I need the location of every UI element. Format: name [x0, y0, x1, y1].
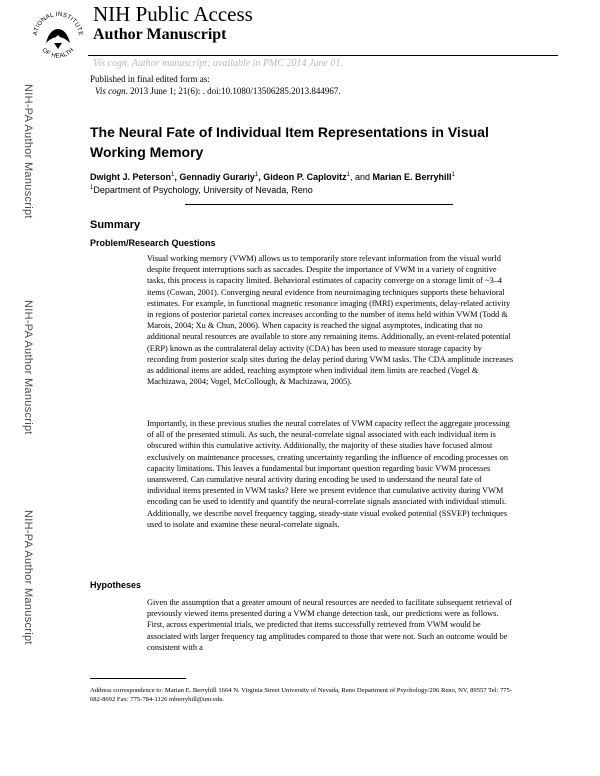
author-affil: 1: [171, 172, 175, 178]
author-affil: 1: [254, 172, 259, 178]
problem-heading: Problem/Research Questions: [90, 238, 216, 248]
author-manuscript-label: Author Manuscript: [93, 26, 227, 43]
author-name: Gennadiy Gurariy: [179, 172, 255, 182]
side-label-top: NIH-PA Author Manuscript: [22, 84, 34, 219]
citation: [95, 86, 341, 96]
citation-details: . 2013 June 1; 21(6): . doi:10.1080/13506285.2013.844967.: [125, 86, 341, 96]
eagle-icon: [46, 29, 70, 49]
paragraph-1: Visual working memory (VWM) allows us to temporarily store relevant information from the visual world despite frequent interruptions such as saccades. Despite the importance of VWM in a variety of cognitive tasks, this process is capacity limited. Behavioral estimates of capacity converge on a storage limit of ~3–4 items (Cowan, 2001). Converging neural evidence from neuroimaging techniques supports these behavioral estimates. For example, in functional magnetic resonance imaging (fMRI) experiments, delay-related activity in regions of posterior parietal cortex increases according to the number of items held within VWM (Todd & Marois, 2004; Xu & Chun, 2006). When capacity is reached the signal asymptotes, indicating that no additional neural resources are available to store any remaining items. Additionally, an event-related potential (ERP) known as the contralateral delay activity (CDA) has been used to measure storage capacity by recording from posterior scalp sites during the delay period during VWM tasks. The CDA amplitude increases as additional items are added, reaching asymptote when individual item limits are reached (Vogel & Machizawa, 2004; Vogel, McCollough, & Machizawa, 2005).: [147, 254, 514, 387]
footnote-divider: [90, 678, 186, 679]
author-name: Dwight J. Peterson: [90, 172, 172, 182]
logo-text-top: ATIONAL INSTITUTE: [32, 10, 85, 37]
citation-journal: Vis cogn: [95, 86, 126, 96]
author-name: Gideon P. Caplovitz: [263, 172, 347, 182]
title-divider: [185, 204, 453, 205]
affiliation-marker: 1: [90, 185, 94, 191]
paragraph-2: Importantly, in these previous studies the neural correlates of VWM capacity reflect the aggregate processing of all of the presented stimuli. As such, the neural-correlate signal associated with each individual item is obscured within this cumulative activity. Additionally, the majority of these studies have focused almost exclusively on maintenance processes, creating uncertainty regarding the influence of encoding processes on capacity limitations. This leaves a fundamental but important question regarding basic VWM processes unanswered. Can cumulative neural activity during encoding be used to understand the neural fate of individual items presented in VWM tasks? Here we present evidence that cumulative activity during VWM encoding can be used to identify and quantify the neural-correlate signals associated with individual stimuli. Additionally, we describe novel frequency tagging, steady-state visual evoked potential (SSVEP) techniques used to isolate and examine these neural-correlate signals.: [147, 419, 510, 529]
correspondence-footnote: Address correspondence to: Marian E. Berryhill 1664 N. Virginia Street University of Nevada, Reno Department of Psychology/296 Reno, NV, 89557 Tel: 775-682-8692 Fax: 775-784-1126 mberryhill@unr.edu.: [90, 687, 513, 703]
paper-title: The Neural Fate of Individual Item Representations in Visual Working Memory: [90, 124, 489, 160]
authors-and: , and: [349, 172, 373, 182]
side-label-bottom: NIH-PA Author Manuscript: [22, 510, 34, 645]
author-affil: 1: [451, 172, 455, 178]
nih-logo: [30, 5, 86, 65]
side-label-middle: NIH-PA Author Manuscript: [22, 300, 34, 435]
affiliation: [90, 185, 313, 195]
affiliation-text: Department of Psychology, University of Nevada, Reno: [93, 185, 313, 195]
pmc-watermark: Vis cogn. Author manuscript; available in PMC 2014 June 01.: [93, 58, 343, 69]
hypotheses-heading: Hypotheses: [90, 580, 142, 590]
header-divider: [88, 55, 558, 56]
author-list: Dwight J. Peterson$^1$, Gennadiy Gurariy$^1$, Gideon P. Caplovitz$^1$, and Marian E. Berryhill$^1$: [90, 172, 455, 182]
summary-heading: Summary: [90, 219, 141, 231]
published-note: Published in final edited form as:: [90, 74, 210, 84]
paragraph-3: Given the assumption that a greater amount of neural resources are needed to facilitate subsequent retrieval of previously viewed items presented during a VWM change detection task, our predictions were as follows. First, across experimental trials, we predicted that items successfully retrieved from VWM would be associated with larger frequency tag amplitudes compared to those that were not. Such an outcome would be consistent with a: [147, 598, 512, 652]
author-name: Marian E. Berryhill: [372, 172, 452, 182]
author-affil: 1: [346, 172, 350, 178]
logo-text-bottom: OF HEALTH: [40, 46, 76, 60]
nih-public-access-title: NIH Public Access: [93, 2, 253, 26]
